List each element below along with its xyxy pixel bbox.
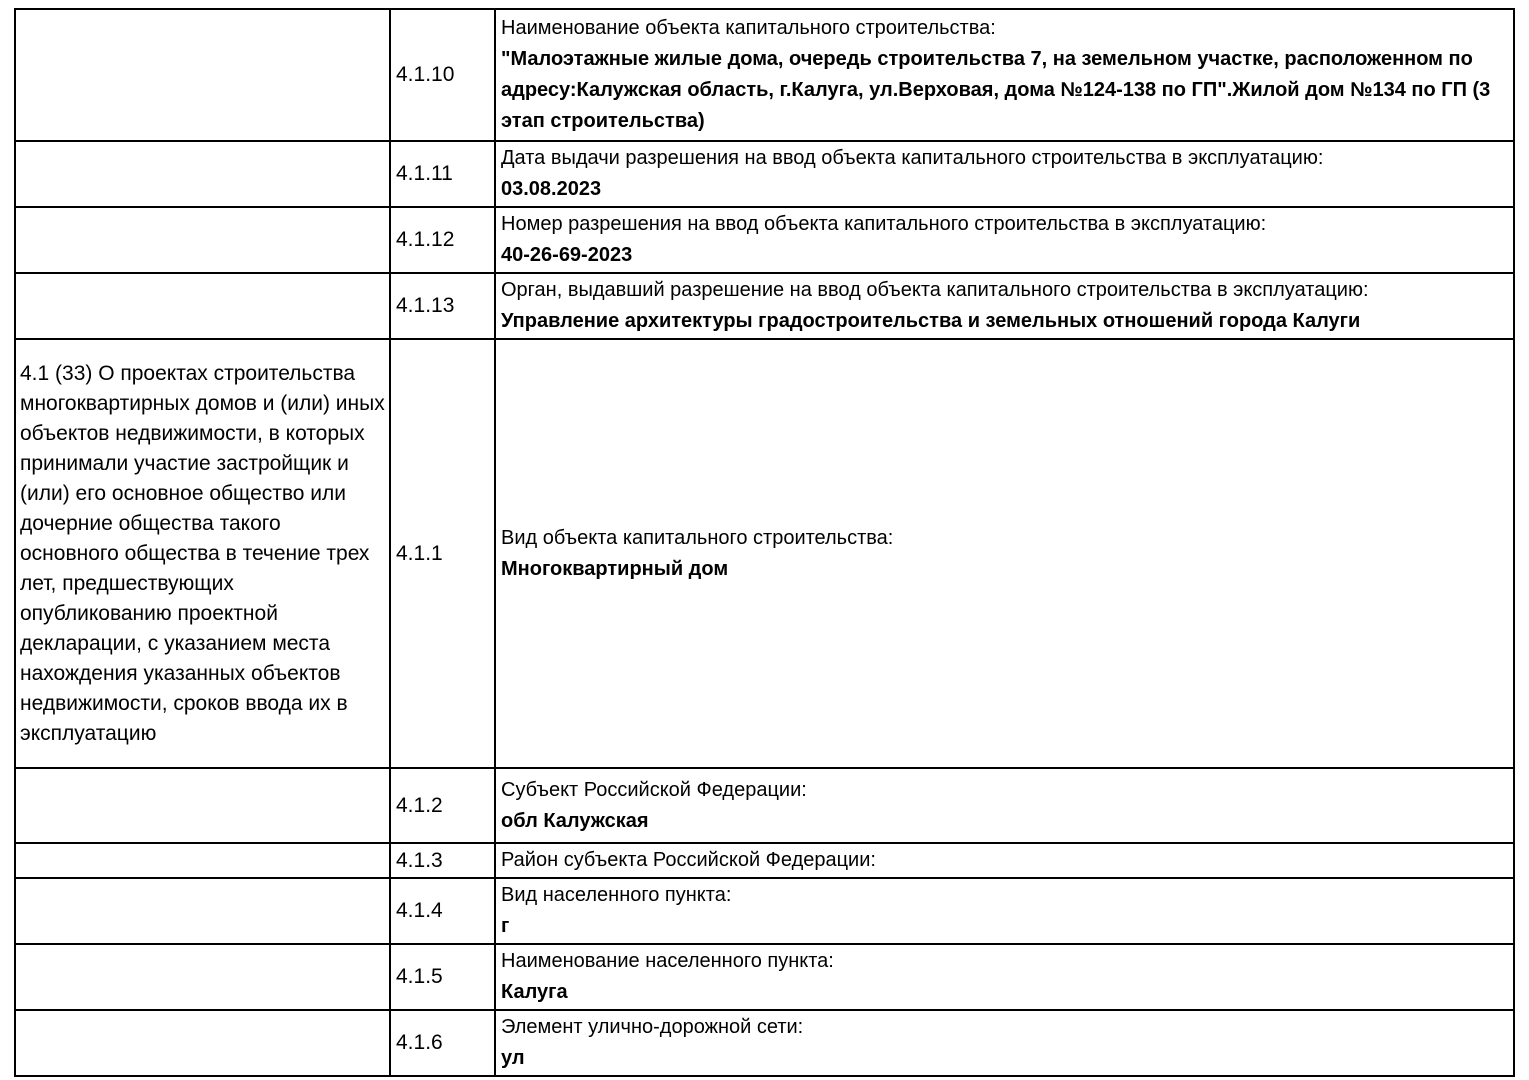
section-cell: 4.1 (33) О проектах строительства многоквартирных домов и (или) иных объектов недвижимости, в которых принимали участие застройщик и (или) его основное общество или дочерние общества такого основного общества в течение трех лет, предшествующих опубликованию проектной декларации, с указанием места нахождения указанных объектов недвижимости, сроков ввода их в эксплуатацию [15, 339, 390, 768]
code-cell: 4.1.10 [390, 9, 495, 141]
code-cell: 4.1.12 [390, 207, 495, 273]
section-cell [15, 141, 390, 207]
table-row [15, 944, 1514, 1010]
content-cell [495, 339, 1514, 768]
code-cell: 4.1.4 [390, 878, 495, 944]
content-cell [495, 843, 1514, 878]
field-value: 40-26-69-2023 [501, 244, 633, 266]
content-cell [495, 273, 1514, 339]
table-row [15, 339, 1514, 768]
content-cell [495, 1010, 1514, 1076]
section-cell [15, 944, 390, 1010]
section-cell [15, 9, 390, 141]
field-label: Дата выдачи разрешения на ввод объекта капитального строительства в эксплуатацию: [501, 147, 1324, 169]
table-row [15, 207, 1514, 273]
field-label: Наименование населенного пункта: [501, 950, 834, 972]
field-value: Управление архитектуры градостроительства и земельных отношений города Калуги [501, 310, 1361, 332]
content-cell [495, 9, 1514, 141]
content-cell [495, 878, 1514, 944]
section-cell [15, 207, 390, 273]
field-value: г [501, 915, 510, 937]
section-cell [15, 878, 390, 944]
field-label: Номер разрешения на ввод объекта капитального строительства в эксплуатацию: [501, 213, 1267, 235]
table-row [15, 1010, 1514, 1076]
code-cell: 4.1.13 [390, 273, 495, 339]
code-cell: 4.1.11 [390, 141, 495, 207]
field-label: Орган, выдавший разрешение на ввод объекта капитального строительства в эксплуатацию: [501, 279, 1369, 301]
field-value: Калуга [501, 981, 568, 1003]
field-label: Район субъекта Российской Федерации: [501, 849, 876, 871]
field-label: Вид объекта капитального строительства: [501, 526, 894, 549]
field-value: Многоквартирный дом [501, 557, 729, 580]
field-label: Наименование объекта капитального строительства: [501, 17, 996, 39]
field-value: "Малоэтажные жилые дома, очередь строительства 7, на земельном участке, расположенном по адресу:Калужская область, г.Калуга, ул.Верховая, дома №124-138 по ГП".Жилой дом №134 по ГП (3 этап строительства) [501, 48, 1491, 132]
table-row [15, 273, 1514, 339]
declaration-table-body [15, 9, 1514, 1076]
content-cell [495, 768, 1514, 843]
field-value: обл Калужская [501, 809, 649, 832]
table-row [15, 768, 1514, 843]
field-label: Элемент улично-дорожной сети: [501, 1016, 804, 1038]
content-cell [495, 207, 1514, 273]
code-cell: 4.1.5 [390, 944, 495, 1010]
section-cell [15, 843, 390, 878]
section-cell [15, 273, 390, 339]
code-cell: 4.1.3 [390, 843, 495, 878]
declaration-table [14, 8, 1515, 1077]
code-cell: 4.1.2 [390, 768, 495, 843]
table-row [15, 141, 1514, 207]
content-cell [495, 944, 1514, 1010]
section-cell [15, 768, 390, 843]
field-value: ул [501, 1047, 525, 1069]
field-label: Субъект Российской Федерации: [501, 778, 807, 801]
content-cell [495, 141, 1514, 207]
table-row [15, 9, 1514, 141]
table-row [15, 843, 1514, 878]
section-cell [15, 1010, 390, 1076]
code-cell: 4.1.1 [390, 339, 495, 768]
table-row [15, 878, 1514, 944]
code-cell: 4.1.6 [390, 1010, 495, 1076]
field-label: Вид населенного пункта: [501, 884, 732, 906]
field-value: 03.08.2023 [501, 178, 602, 200]
